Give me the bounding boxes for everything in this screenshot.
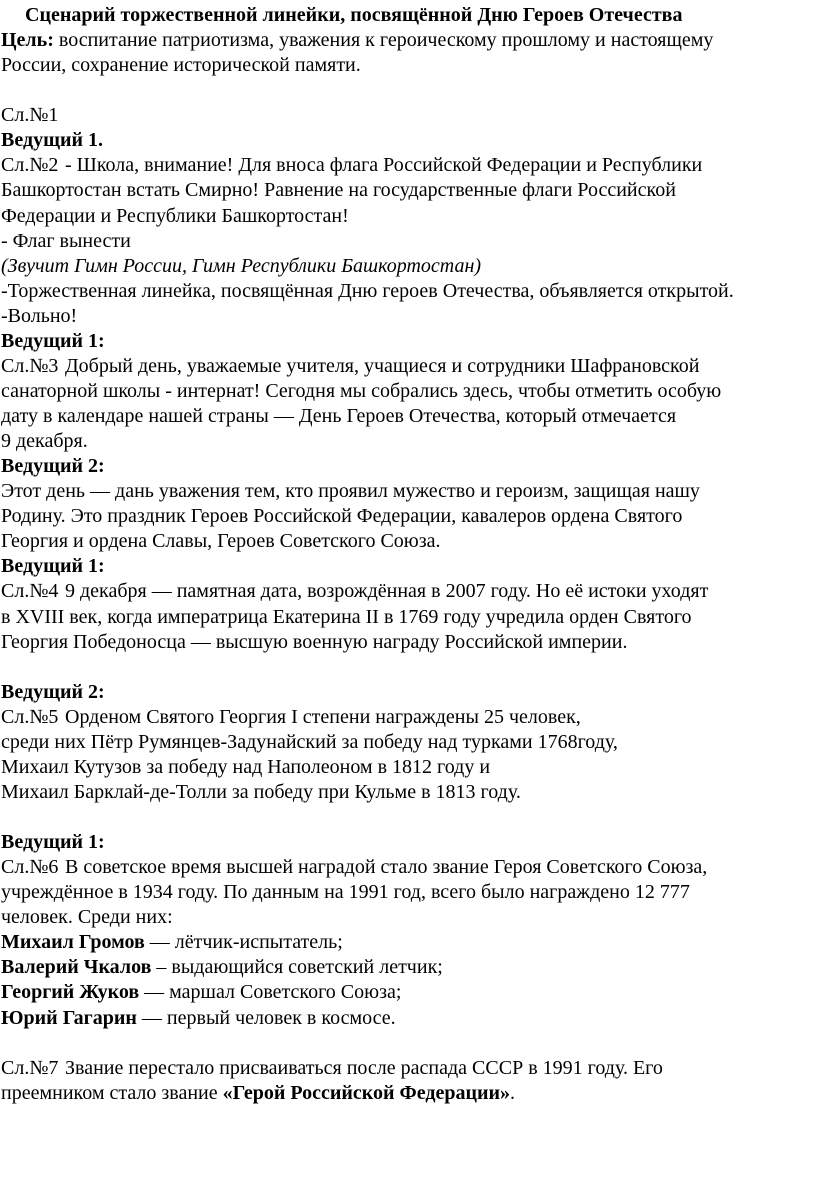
slide-2	[1, 153, 734, 178]
slide-number: Сл.№2	[1, 154, 59, 177]
hero-desc: — первый человек в космосе.	[136, 1006, 396, 1029]
text-line	[1, 1081, 734, 1106]
host-heading: Ведущий 1:	[1, 831, 105, 854]
text-line: учреждённое в 1934 году. По данным на 1991 год, всего было награждено 12 777	[1, 881, 690, 904]
goal-label: Цель:	[1, 29, 54, 52]
text-line: в XVIII век, когда императрица Екатерина II в 1769 году учредила орден Святого	[1, 605, 692, 628]
blank-line	[1, 78, 734, 103]
text-line: Этот день — дань уважения тем, кто проявил мужество и героизм, защищая нашу	[1, 480, 700, 503]
slide-1: Сл.№1	[1, 104, 59, 127]
slide-7	[1, 1056, 734, 1081]
text-line: Георгия и ордена Славы, Героев Советского Союза.	[1, 530, 441, 553]
text-line: дату в календаре нашей страны — День Героев Отечества, который отмечается	[1, 405, 677, 427]
slide-5	[1, 705, 734, 730]
hero-name: Юрий Гагарин	[1, 1006, 137, 1029]
text-line: Михаил Кутузов за победу над Наполеоном в 1812 году и	[1, 755, 491, 778]
stage-direction: (Звучит Гимн России, Гимн Республики Башкортостан)	[1, 254, 482, 277]
hero-name: Михаил Громов	[1, 931, 145, 954]
document-title: Сценарий торжественной линейки, посвящённой Дню Героев Отечества	[25, 4, 683, 26]
hero-item	[1, 980, 734, 1005]
hero-desc: — маршал Советского Союза;	[139, 981, 402, 1004]
text: В советское время высшей наградой стало звание Героя Советского Союза,	[65, 856, 708, 879]
text: .	[510, 1081, 516, 1104]
goal-text: воспитание патриотизма, уважения к героическому прошлому и настоящему	[53, 29, 714, 52]
text-line: Федерации и Республики Башкортостан!	[1, 204, 349, 227]
text: Орденом Святого Георгия I степени награждены 25 человек,	[65, 705, 581, 728]
goal-line	[1, 28, 734, 53]
slide-number: Сл.№7	[1, 1056, 59, 1079]
slide-6	[1, 855, 734, 880]
text-line: Родину. Это праздник Героев Российской Федерации, кавалеров ордена Святого	[1, 505, 683, 528]
award-title: «Герой Российской Федерации»	[222, 1081, 511, 1104]
text-line: среди них Пётр Румянцев-Задунайский за победу над турками 1768году,	[1, 730, 618, 753]
hero-item	[1, 1006, 734, 1031]
hero-desc: – выдающийся советский летчик;	[151, 956, 443, 979]
host-heading: Ведущий 2:	[1, 680, 105, 703]
blank-line	[1, 655, 734, 680]
document-page	[1, 3, 734, 1106]
host-heading: Ведущий 1:	[1, 555, 105, 578]
hero-name: Георгий Жуков	[1, 981, 140, 1004]
blank-line	[1, 1031, 734, 1056]
slide-3	[1, 354, 734, 379]
text: - Школа, внимание! Для вноса флага Российской Федерации и Республики	[65, 154, 703, 177]
text-line: санаторной школы - интернат! Сегодня мы собрались здесь, чтобы отметить особую	[1, 379, 722, 402]
hero-name: Валерий Чкалов	[1, 956, 152, 979]
slide-number: Сл.№4	[1, 580, 59, 603]
text: преемником стало звание	[1, 1081, 223, 1104]
text-line: -Вольно!	[1, 304, 78, 327]
hero-item	[1, 955, 734, 980]
text: 9 декабря — памятная дата, возрождённая в 2007 году. Но её истоки уходят	[65, 580, 709, 603]
text-line: - Флаг вынести	[1, 229, 131, 252]
slide-number: Сл.№6	[1, 856, 59, 879]
slide-4	[1, 579, 734, 604]
blank-line	[1, 805, 734, 830]
text-line: Михаил Барклай-де-Толли за победу при Кульме в 1813 году.	[1, 780, 521, 803]
host-heading: Ведущий 1:	[1, 329, 105, 352]
slide-number: Сл.№3	[1, 354, 59, 377]
text-line: человек. Среди них:	[1, 906, 173, 929]
hero-item	[1, 930, 734, 955]
text-line: 9 декабря.	[1, 430, 88, 453]
host-heading: Ведущий 1.	[1, 129, 104, 152]
text-line: Башкортостан встать Смирно! Равнение на государственные флаги Российской	[1, 179, 676, 202]
slide-number: Сл.№5	[1, 705, 59, 728]
text-line: Георгия Победоносца — высшую военную награду Российской империи.	[1, 630, 628, 653]
text: Звание перестало присваиваться после распада СССР в 1991 году. Его	[65, 1056, 663, 1079]
goal-line-2: России, сохранение исторической памяти.	[1, 54, 361, 77]
text: Добрый день, уважаемые учителя, учащиеся и сотрудники Шафрановской	[65, 354, 700, 377]
hero-desc: — лётчик-испытатель;	[144, 931, 343, 954]
host-heading: Ведущий 2:	[1, 455, 105, 478]
text-line: -Торжественная линейка, посвящённая Дню героев Отечества, объявляется открытой.	[1, 279, 734, 302]
